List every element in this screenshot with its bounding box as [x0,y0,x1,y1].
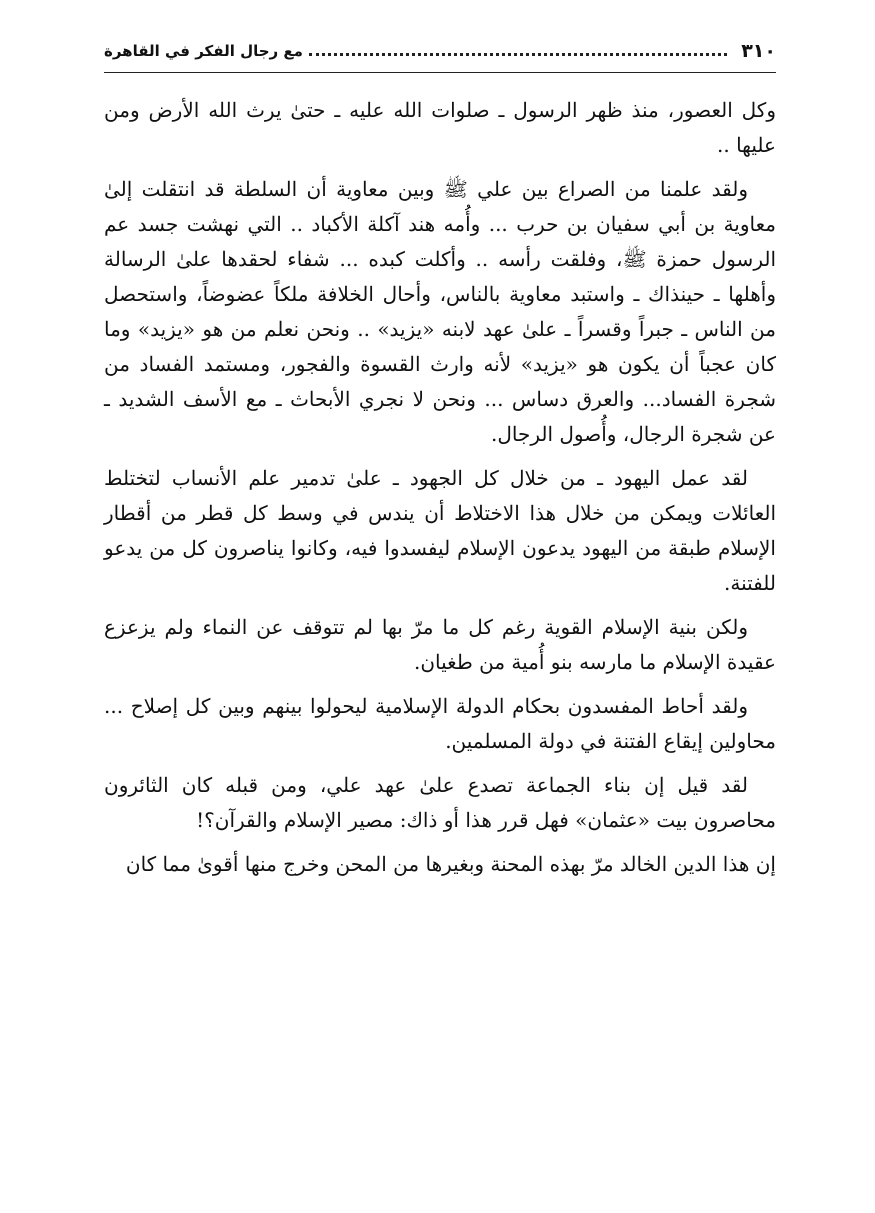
paragraph-6: لقد قيل إن بناء الجماعة تصدع علىٰ عهد علي، ومن قبله كان الثائرون محاصرون بيت «عثمان» فهل قرر هذا أو ذاك: مصير الإسلام والقرآن؟! [104,773,776,832]
paragraph-5: ولقد أحاط المفسدون بحكام الدولة الإسلامية ليحولوا بينهم وبين كل إصلاح ... محاولين إيقاع الفتنة في دولة المسلمين. [104,694,776,753]
header-rule [104,72,776,73]
running-title: مع رجال الفكر في القاهرة [104,42,303,60]
paragraph-7: إن هذا الدين الخالد مرّ بهذه المحنة وبغيرها من المحن وخرج منها أقوىٰ مما كان [125,852,776,876]
page-number: ٣١٠ [741,40,776,62]
dotted-leader [309,53,727,56]
body-text [104,93,776,891]
paragraph-2: ولقد علمنا من الصراع بين علي ﷺ وبين معاوية أن السلطة قد انتقلت إلىٰ معاوية بن أبي سفيان بن حرب ... وأُمه هند آكلة الأكباد .. التي نهشت جسد عم الرسول حمزة ﷺ، وفلقت رأسه .. وأكلت كبده ... شفاء لحقدها علىٰ الرسالة وأهلها ـ حينذاك ـ واستبد معاوية بالناس، وأحال الخلافة ملكاً عضوضاً، واستحصل من الناس ـ جبراً وقسراً ـ علىٰ عهد لابنه «يزيد» .. ونحن نعلم من هو «يزيد» وما كان عجباً أن يكون هو «يزيد» لأنه وارث القسوة والفجور، ومستمد الفساد من شجرة الفساد... والعرق دساس ... ونحن لا نجري الأبحاث ـ مع الأسف الشديد ـ عن شجرة الرجال، وأُصول الرجال. [104,177,776,446]
paragraph-4: ولكن بنية الإسلام القوية رغم كل ما مرّ بها لم تتوقف عن النماء ولم يزعزع عقيدة الإسلام ما مارسه بنو أُمية من طغيان. [104,615,776,674]
paragraph-3: لقد عمل اليهود ـ من خلال كل الجهود ـ علىٰ تدمير علم الأنساب لتختلط العائلات ويمكن من خلال هذا الاختلاط أن يندس في وسط كل قطر من أقطار الإسلام طبقة من اليهود يدعون الإسلام ليفسدوا فيه، وكانوا يناصرون كل من يدعو للفتنة. [104,466,776,595]
page-header [104,36,776,66]
paragraph-1: وكل العصور، منذ ظهر الرسول ـ صلوات الله عليه ـ حتىٰ يرث الله الأرض ومن عليها .. [104,98,776,157]
